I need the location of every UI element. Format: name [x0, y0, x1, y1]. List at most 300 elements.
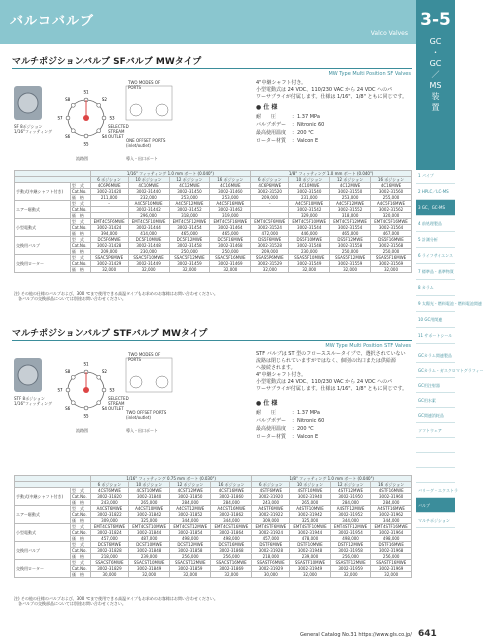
table-cell: 3002-31950 — [330, 494, 371, 500]
diagram-label-flow: 流路図 — [76, 156, 88, 161]
table-cell: 3002-31858 — [170, 548, 211, 554]
table-group-header: 1/8" フィッティング 1.0 mm ボート (0.040") — [251, 171, 412, 177]
diagram-selected: SELECTED STREAM OUTLET — [108, 124, 129, 139]
section1-notes — [14, 291, 218, 301]
table-cell: 3002-31829 — [90, 566, 128, 572]
table-cell: 4C6P6MWE — [251, 183, 289, 189]
table-cell: 250,000 — [371, 249, 412, 255]
port-dot — [102, 388, 106, 392]
table-cell: EMT4C5F6MWE — [90, 219, 128, 225]
table-row-key: 価 格 — [70, 536, 90, 542]
table-cell: SSASTF6MWE — [252, 560, 290, 566]
section2-specs — [256, 400, 411, 441]
table-cell: 250,000 — [330, 249, 371, 255]
chapter-tab[interactable] — [416, 0, 455, 170]
diagram-label-ports-2: 導入・出口ポート — [126, 428, 158, 433]
table-row-name: 交換用バルブ — [15, 542, 71, 560]
table-row-name: 小型電動式 — [15, 219, 71, 237]
sidebar-item[interactable] — [416, 438, 455, 453]
port-dot — [71, 375, 75, 379]
chapter-char: GC — [429, 59, 442, 68]
table-row-key: Cat.No. — [70, 530, 90, 536]
spec-heading: ● 仕 様 — [256, 400, 278, 407]
table-cell: A4C5F16MWE — [210, 201, 251, 207]
table-cell: EMT4CST12MWE — [170, 524, 211, 530]
table-column-header: 10 ポジション — [129, 482, 170, 488]
table-cell: A4STF6MWE — [252, 506, 290, 512]
table-cell: 3002-31424 — [90, 225, 128, 231]
table-cell: A4CST12MWE — [170, 506, 211, 512]
table-cell: 498,000 — [371, 536, 412, 542]
sidebar-item[interactable]: 9 太陽光・燃料電池・燃料電池関連 — [416, 296, 455, 312]
spec-row — [256, 113, 411, 121]
sidebar-item[interactable]: 3 GC、GC-MS — [416, 200, 455, 216]
table-cell: 256,000 — [330, 554, 371, 560]
table-cell: 3002-31542 — [289, 207, 330, 213]
mode-b-circle — [156, 104, 168, 116]
table-cell: 3002-31452 — [169, 207, 210, 213]
table-row-key: 型 式 — [70, 219, 90, 225]
sidebar-item[interactable]: GC用水素 — [416, 393, 455, 408]
table-cell: 256,000 — [371, 554, 412, 560]
table-cell: 3002-31850 — [170, 494, 211, 500]
table-cell: 344,000 — [170, 518, 211, 524]
table-row — [15, 572, 412, 578]
table-cell: SSAS5F16MWE — [371, 255, 412, 261]
table-cell: 3002-31540 — [289, 189, 330, 195]
table-row-key: Cat.No. — [70, 189, 90, 195]
table-cell: 253,000 — [210, 195, 251, 201]
table-cell: 472,000 — [251, 231, 289, 237]
chapter-number: 3-5 — [420, 10, 451, 30]
table-cell: 250,000 — [169, 249, 210, 255]
sidebar-item[interactable]: 6 ライフサイエンス — [416, 248, 455, 264]
table-column-header: 16 ポジション — [371, 482, 412, 488]
table-cell: EMT4STF16MWE — [371, 524, 412, 530]
table-group-header: 1/16" フィッティング 1.0 mm ボート (0.040") — [90, 171, 251, 177]
table-row-key: 価 格 — [70, 500, 90, 506]
table-cell: A4STF10MWE — [290, 506, 331, 512]
port-dot — [97, 375, 101, 379]
table-cell: 3002-31848 — [129, 548, 170, 554]
chapter-label — [416, 36, 455, 113]
description-line: 流路は閉じられていますがではなく、個別の出口または供給源 — [256, 358, 396, 364]
sidebar-item[interactable]: GC関連消耗品 — [416, 408, 455, 423]
table-cell: 3002-31952 — [330, 512, 371, 518]
sidebar-item[interactable]: GCカラム関連製品 — [416, 348, 455, 363]
table-cell: 284,000 — [330, 500, 371, 506]
table-cell: SSASTF10MWE — [290, 560, 331, 566]
table-cell: 487,000 — [129, 536, 170, 542]
sidebar-item[interactable]: 5 計測分析 — [416, 232, 455, 248]
table-column-header: 6 ポジション — [90, 482, 128, 488]
table-row-key: Cat.No. — [70, 207, 90, 213]
table-cell: 3002-31849 — [129, 566, 170, 572]
table-cell: 243,000 — [90, 500, 128, 506]
mode-b-circle-2 — [156, 376, 168, 388]
spec-key: バルブボデー — [256, 418, 287, 424]
table-row-name: 交換用ローター — [15, 560, 71, 578]
description-line: ワーサプライが付属します。仕様は 1/16"、1/8" ともに同じです。 — [256, 386, 408, 392]
table-cell: 3002-31854 — [170, 530, 211, 536]
table-cell: 3002-31462 — [210, 207, 251, 213]
sidebar-item[interactable]: マルチポジション — [416, 513, 455, 528]
sidebar-item[interactable] — [416, 468, 455, 483]
port-dot — [97, 401, 101, 405]
table-column-header: 12 ポジション — [330, 482, 371, 488]
valve-diagram-svg — [14, 80, 174, 164]
table-cell: 3002-31552 — [330, 207, 371, 213]
spec-row — [256, 137, 411, 145]
table-row-key: 型 式 — [70, 560, 90, 566]
table-row-key: Cat.No. — [70, 261, 90, 267]
table-cell: 325,000 — [290, 518, 331, 524]
table-cell: 3002-31852 — [170, 512, 211, 518]
table-row-key: Cat.No. — [70, 243, 90, 249]
table-cell: 211,000 — [90, 195, 128, 201]
table-cell: 3002-31529 — [251, 261, 289, 267]
section1-description — [256, 80, 411, 101]
header-title: バルコバルブ — [10, 14, 95, 29]
table-cell: 320,000 — [371, 213, 412, 219]
table-cell: EMT4C5F10MWE — [289, 219, 330, 225]
table-cell: 3002-31822 — [90, 512, 128, 518]
table-cell: 4C16MWE — [210, 183, 251, 189]
table-cell: 4CST12MWE — [170, 488, 211, 494]
mode-a-circle-2 — [130, 376, 142, 388]
section2-diagram — [14, 352, 174, 436]
table-cell: 3002-31428 — [90, 243, 128, 249]
table-cell: A4C5F12MWE — [330, 201, 371, 207]
table-cell: 296,000 — [128, 213, 169, 219]
table-cell: 32,000 — [169, 267, 210, 273]
port-dot — [66, 116, 70, 120]
port-label: S3 — [109, 387, 115, 393]
table-cell: 30,000 — [252, 572, 290, 578]
table-cell: EMT4C5F6MWE — [251, 219, 289, 225]
port-dot — [71, 401, 75, 405]
chapter-char: 置 — [431, 103, 440, 112]
valve-knob-image-2 — [18, 365, 38, 385]
spec-row — [256, 425, 411, 433]
table-row-key: 型 式 — [70, 201, 90, 207]
spec-row — [256, 409, 411, 417]
sidebar-item[interactable]: 4 前処理製品 — [416, 216, 455, 232]
sidebar-item[interactable]: バリーグ・エクストラ — [416, 483, 455, 498]
table-cell: 256,000 — [211, 554, 252, 560]
table-column-header: 10 ポジション — [128, 177, 169, 183]
table-cell: 309,000 — [252, 518, 290, 524]
table-cell: 265,000 — [129, 500, 170, 506]
table-cell: 3002-31842 — [129, 512, 170, 518]
table-column-header: 6 ポジション — [252, 482, 290, 488]
table-cell: 3002-31469 — [210, 261, 251, 267]
table-cell: 32,000 — [290, 572, 331, 578]
sidebar-item[interactable]: GCカラム・ガスクロマトグラフィー — [416, 363, 455, 378]
spec-value: ：Nitronic 60 — [292, 122, 325, 128]
table-cell: – — [90, 201, 128, 207]
port-label: S1 — [83, 89, 89, 95]
sidebar-item[interactable]: ソフトウェア — [416, 423, 455, 438]
table-cell: 3002-31960 — [371, 494, 412, 500]
table-cell: A4C5F16MWE — [371, 201, 412, 207]
diagram-offset-2: TWO OFFSET PORTS (inlet/outlet) — [126, 410, 167, 420]
table-column-header: 16 ポジション — [210, 177, 251, 183]
spec-row — [256, 433, 411, 441]
chapter-char: MS — [429, 81, 442, 90]
table-cell: 32,000 — [129, 572, 170, 578]
table-column-header: 12 ポジション — [170, 482, 211, 488]
table-cell: 3002-31520 — [251, 189, 289, 195]
table-cell: 498,000 — [170, 536, 211, 542]
table-cell: 3002-31964 — [371, 530, 412, 536]
spec-value: ：200 ℃ — [292, 426, 314, 432]
chapter-char: GC — [429, 37, 442, 46]
port-label: S8 — [65, 369, 71, 375]
table-cell: SSAS5P6MWE — [251, 255, 289, 261]
diagram-selected-2: SELECTED STREAM OUTLET — [108, 396, 129, 411]
table-cell: 3002-31824 — [90, 530, 128, 536]
spec-heading: ● 仕 様 — [256, 104, 278, 111]
table-cell: 414,000 — [128, 231, 169, 237]
valve-knob-image — [18, 93, 38, 113]
spec-row — [256, 121, 411, 129]
chapter-char: ・ — [431, 48, 440, 57]
table-cell: 3002-31554 — [330, 225, 371, 231]
table-cell: – — [251, 201, 289, 207]
spec-key: ローター材質 — [256, 138, 287, 144]
section1-subtitle: MW Type Multi Position SF Valves — [328, 71, 411, 77]
table-note: 各バルブの交換部品については別途お問い合わせください。 — [14, 296, 126, 301]
table-note: 各バルブの交換部品については別途お問い合わせください。 — [14, 601, 126, 606]
table-row-key: 型 式 — [70, 506, 90, 512]
table-cell: 232,000 — [128, 195, 169, 201]
table-cell: 209,000 — [90, 249, 128, 255]
table-cell: 3002-31922 — [252, 512, 290, 518]
description-line: STF バルブは ST 型のフローススルータイプで、選択されていない — [256, 351, 406, 357]
table-cell: 32,000 — [211, 572, 252, 578]
table-cell: 457,000 — [90, 536, 128, 542]
table-cell: 4CST10MWE — [129, 488, 170, 494]
table-cell: EMT4CST10MWE — [129, 524, 170, 530]
table-cell: 3002-31460 — [210, 189, 251, 195]
table-note: 注) その他の仕様のバルブおよび、300 ℃まで使用できる高温タイプもお求めのお客様はお問い合わせください。 — [14, 291, 218, 296]
table-cell: 284,000 — [170, 500, 211, 506]
table-cell: 3002-31544 — [289, 225, 330, 231]
table-row-name: 小型電動式 — [15, 524, 71, 542]
spec-row — [256, 417, 411, 425]
table-cell: 3002-31444 — [128, 225, 169, 231]
table-cell: A4CST6MWE — [90, 506, 128, 512]
table-cell: EMT4C5F16MWE — [210, 219, 251, 225]
table-cell: 218,000 — [252, 554, 290, 560]
table-column-header: 16 ポジション — [371, 177, 412, 183]
table-cell: 3002-31954 — [330, 530, 371, 536]
spec-value: ：200 ℃ — [292, 130, 314, 136]
table-cell: 4STF10MWE — [290, 488, 331, 494]
table-cell: 3002-31550 — [330, 189, 371, 195]
table-column-header: 16 ポジション — [211, 482, 252, 488]
page-footer — [0, 626, 455, 644]
table-cell: 3002-31440 — [128, 189, 169, 195]
sidebar-item[interactable] — [416, 453, 455, 468]
table-cell: 3002-31524 — [251, 225, 289, 231]
table-cell: 32,000 — [330, 267, 371, 273]
table-cell: 3002-31959 — [330, 566, 371, 572]
spec-value: ：1.37 MPa — [292, 114, 320, 120]
sidebar-item[interactable]: 2 HPLC／LC-MS — [416, 184, 455, 200]
sidebar-item[interactable]: GC用注射器 — [416, 378, 455, 393]
table-cell: 4C12MWE — [330, 183, 371, 189]
section1-price-table — [14, 170, 412, 273]
table-cell: 4C12MWE — [169, 183, 210, 189]
table-row-key: 価 格 — [70, 554, 90, 560]
table-row-key: 価 格 — [70, 213, 90, 219]
port-label: S6 — [65, 133, 71, 139]
section1-diagram — [14, 80, 174, 164]
table-cell: 4C10MWE — [128, 183, 169, 189]
description-line: へ接続されます。 — [256, 365, 296, 371]
table-cell: 465,000 — [169, 231, 210, 237]
diagram-caption: SF 8ポジション 1/16"フィッティング — [14, 124, 53, 134]
table-cell: 3002-31928 — [252, 548, 290, 554]
table-note: 注) その他の仕様のバルブおよび、300 ℃まで使用できる高温タイプもお求めのお客様はお問い合わせください。 — [14, 596, 218, 601]
table-cell: 3002-31568 — [371, 243, 412, 249]
table-cell: 4CST16MWE — [211, 488, 252, 494]
table-cell: 3002-31449 — [128, 261, 169, 267]
table-cell: 4STF12MWE — [330, 488, 371, 494]
table-cell: 32,000 — [170, 572, 211, 578]
table-cell: DC5F12MWE — [169, 237, 210, 243]
table-cell: SSAS5F12MWE — [330, 255, 371, 261]
table-cell: A4C5F10MWE — [289, 201, 330, 207]
table-cell: 318,000 — [169, 213, 210, 219]
table-row-key: 型 式 — [70, 183, 90, 189]
sidebar-item[interactable]: 1 パイプ — [416, 168, 455, 184]
page-number: 641 — [418, 629, 437, 639]
table-row — [15, 267, 412, 273]
table-group-header: 1/8" フィッティング 1.0 mm ボート (0.040") — [252, 476, 412, 482]
table-cell: 209,000 — [251, 195, 289, 201]
table-cell: 3002-31869 — [211, 566, 252, 572]
table-cell: 3002-31958 — [330, 548, 371, 554]
table-cell: 3002-31820 — [90, 494, 128, 500]
table-cell: SSACST16MWE — [211, 560, 252, 566]
table-cell: 3002-31864 — [211, 530, 252, 536]
sidebar-item[interactable]: バルブ — [416, 498, 455, 513]
table-cell: 3002-31840 — [129, 494, 170, 500]
table-cell: 3002-31968 — [371, 548, 412, 554]
sidebar-item[interactable]: 8 カラム — [416, 280, 455, 296]
table-cell: 209,000 — [251, 249, 289, 255]
table-cell: 3002-31564 — [371, 225, 412, 231]
table-row-key: 価 格 — [70, 195, 90, 201]
sidebar-item[interactable]: 10 GC用関連 — [416, 312, 455, 328]
table-column-header: 6 ポジション — [251, 177, 289, 183]
table-cell: SSAS5F10MWE — [289, 255, 330, 261]
table-cell: A4C5F12MWE — [169, 201, 210, 207]
section2-subtitle: MW Type Multi Position STF Valves — [325, 343, 411, 349]
table-cell: SSACST10MWE — [129, 560, 170, 566]
table-cell: EMT4C5F16MWE — [371, 219, 412, 225]
section1-specs — [256, 104, 411, 145]
table-cell: 243,000 — [252, 500, 290, 506]
table-cell: 3002-31944 — [290, 530, 331, 536]
table-row-key: Cat.No. — [70, 225, 90, 231]
table-cell: DCST12MWE — [170, 542, 211, 548]
table-cell: EMT4C5F12MWE — [169, 219, 210, 225]
table-cell: 3002-31448 — [128, 243, 169, 249]
table-row-key: 価 格 — [70, 249, 90, 255]
table-cell: 239,000 — [290, 554, 331, 560]
port-dot — [66, 388, 70, 392]
table-cell: 32,000 — [330, 572, 371, 578]
diagram-label-flow-2: 流路図 — [76, 428, 88, 433]
table-row-key: Cat.No. — [70, 494, 90, 500]
table-cell: 253,000 — [330, 195, 371, 201]
table-cell: 3002-31548 — [289, 243, 330, 249]
diagram-offset: ONE OFFSET PORTS (inlet/outlet) — [126, 138, 166, 148]
table-cell: 3002-31924 — [252, 530, 290, 536]
table-cell: 4STF6MWE — [252, 488, 290, 494]
table-cell: 4C16MWE — [371, 183, 412, 189]
table-cell: 446,000 — [289, 231, 330, 237]
table-cell: 3002-31940 — [290, 494, 331, 500]
sidebar-item[interactable]: 11 サポートシール — [416, 328, 455, 344]
table-cell: DS5F12MWE — [330, 237, 371, 243]
footer-catalog[interactable]: General Catalog No.31 https://www.gls.co.jp/ — [300, 632, 412, 638]
port-label: S4 — [101, 133, 107, 139]
table-cell: A4STF16MWE — [371, 506, 412, 512]
spec-key: 耐 圧 — [256, 114, 277, 120]
spec-key: バルブボデー — [256, 122, 287, 128]
table-row-name: 交換用バルブ — [15, 237, 71, 255]
table-cell: 4C10MWE — [289, 183, 330, 189]
chapter-char: ／ — [431, 70, 440, 79]
port-dot — [84, 134, 88, 138]
mode-a-circle — [130, 104, 142, 116]
spec-value: ：Valcon E — [292, 138, 319, 144]
table-cell: 498,000 — [211, 536, 252, 542]
diagram-two-modes: TWO MODES OF PORTS — [128, 80, 161, 90]
table-cell: 3002-31948 — [290, 548, 331, 554]
table-cell: 467,000 — [371, 231, 412, 237]
table-row-name: 交換用ローター — [15, 255, 71, 273]
table-cell: DCST16MWE — [211, 542, 252, 548]
table-cell: DC5F16MWE — [210, 237, 251, 243]
table-cell: 284,000 — [211, 500, 252, 506]
section2-notes — [14, 596, 218, 606]
spec-key: 耐 圧 — [256, 410, 277, 416]
table-cell: 239,000 — [129, 554, 170, 560]
port-label: S4 — [101, 405, 107, 411]
sidebar-item[interactable]: 7 標準品・基準物質 — [416, 264, 455, 280]
table-cell: SSAC5F12MWE — [169, 255, 210, 261]
table-column-header: 12 ポジション — [330, 177, 371, 183]
table-cell: DC5F10MWE — [128, 237, 169, 243]
table-cell: 3002-31458 — [169, 243, 210, 249]
table-row-name: 手動式(中継シャフト付き) — [15, 488, 71, 506]
table-cell: DSTF6MWE — [252, 542, 290, 548]
port-dot — [84, 406, 88, 410]
table-cell: 32,000 — [371, 267, 412, 273]
table-cell: 3002-31454 — [169, 225, 210, 231]
section2-rule — [12, 340, 412, 341]
table-cell: SSAC5F10MWE — [128, 255, 169, 261]
table-cell: A4STF12MWE — [330, 506, 371, 512]
table-cell: 3002-31962 — [371, 512, 412, 518]
table-row-name: 手動式(中継シャフト付き) — [15, 183, 71, 201]
